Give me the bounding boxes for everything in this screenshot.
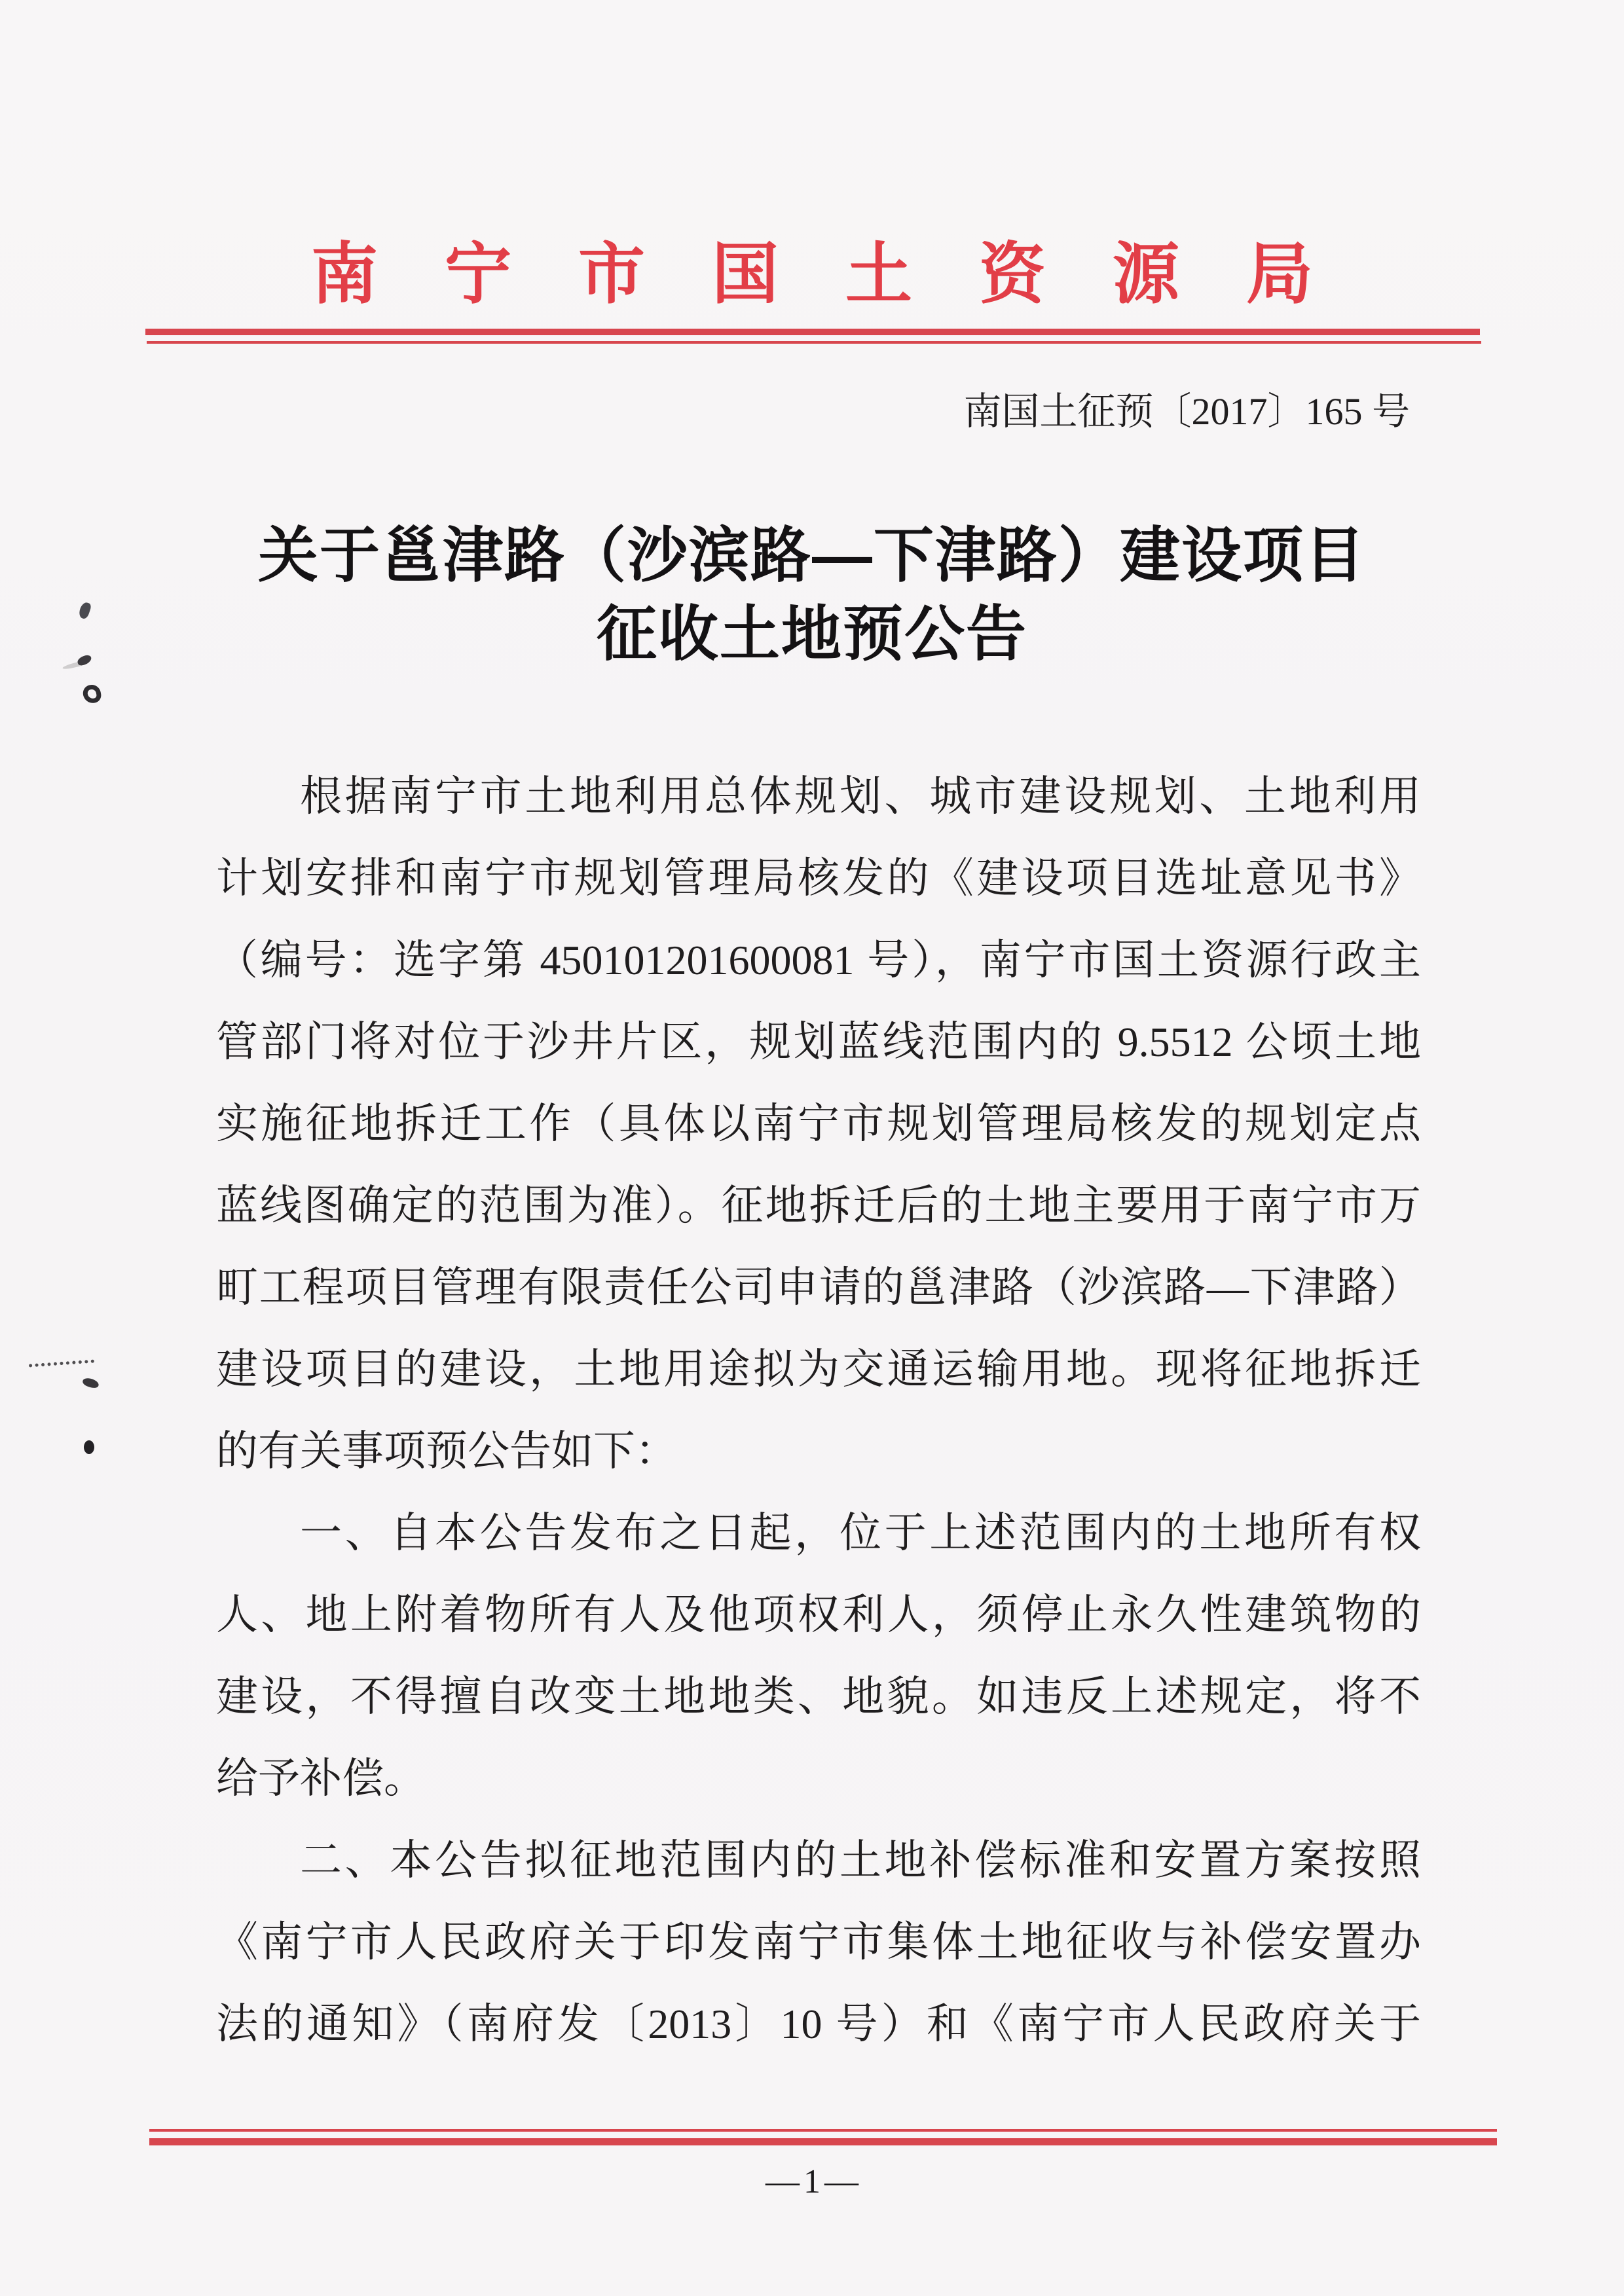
ink-smudge-artifact — [84, 1440, 94, 1454]
document-title-line1: 关于邕津路（沙滨路—下津路）建设项目 — [257, 522, 1366, 589]
body-line: 《南宁市人民政府关于印发南宁市集体土地征收与补偿安置办 — [216, 1919, 1421, 1965]
document-body — [216, 756, 1421, 2065]
body-line: 的有关事项预公告如下： — [216, 1428, 677, 1474]
ink-smudge-artifact — [82, 683, 102, 704]
document-number: 南国土征预〔2017〕165 号 — [963, 390, 1410, 433]
body-line: 蓝线图确定的范围为准）。征地拆迁后的土地主要用于南宁市万 — [216, 1182, 1421, 1229]
header-rule-thick — [145, 329, 1480, 335]
document-title — [0, 517, 1624, 674]
body-line: 法的通知》（南府发〔2013〕10 号）和《南宁市人民政府关于 — [216, 2001, 1421, 2047]
body-line: 建设项目的建设，土地用途拟为交通运输用地。现将征地拆迁 — [216, 1346, 1421, 1393]
body-line: 给予补偿。 — [216, 1755, 426, 1802]
ink-smudge-artifact — [29, 1360, 94, 1368]
body-line: 根据南宁市土地利用总体规划、城市建设规划、土地利用 — [300, 773, 1421, 820]
body-line: 一、自本公告发布之日起，位于上述范围内的土地所有权 — [300, 1510, 1421, 1556]
body-line: （编号：选字第 450101201600081 号），南宁市国土资源行政主 — [216, 937, 1421, 983]
body-line: 管部门将对位于沙井片区，规划蓝线范围内的 9.5512 公顷土地 — [216, 1019, 1421, 1065]
footer-rule-thick — [149, 2138, 1497, 2145]
ink-smudge-artifact — [82, 1377, 100, 1389]
header-rule-thin — [147, 341, 1481, 344]
body-line: 实施征地拆迁工作（具体以南宁市规划管理局核发的规划定点 — [216, 1101, 1421, 1147]
body-line: 建设，不得擅自改变土地地类、地貌。如违反上述规定，将不 — [216, 1673, 1421, 1720]
agency-header-title: 南宁市国土资源局 — [311, 238, 1380, 312]
document-title-line2: 征收土地预公告 — [596, 601, 1027, 668]
body-line: 二、本公告拟征地范围内的土地补偿标准和安置方案按照 — [300, 1837, 1421, 1884]
body-line: 计划安排和南宁市规划管理局核发的《建设项目选址意见书》 — [216, 855, 1421, 902]
body-line: 人、地上附着物所有人及他项权利人，须停止永久性建筑物的 — [216, 1592, 1421, 1638]
page-number: —1— — [766, 2163, 862, 2200]
footer-rule-thin — [149, 2129, 1497, 2132]
body-line: 町工程项目管理有限责任公司申请的邕津路（沙滨路—下津路） — [216, 1264, 1421, 1311]
